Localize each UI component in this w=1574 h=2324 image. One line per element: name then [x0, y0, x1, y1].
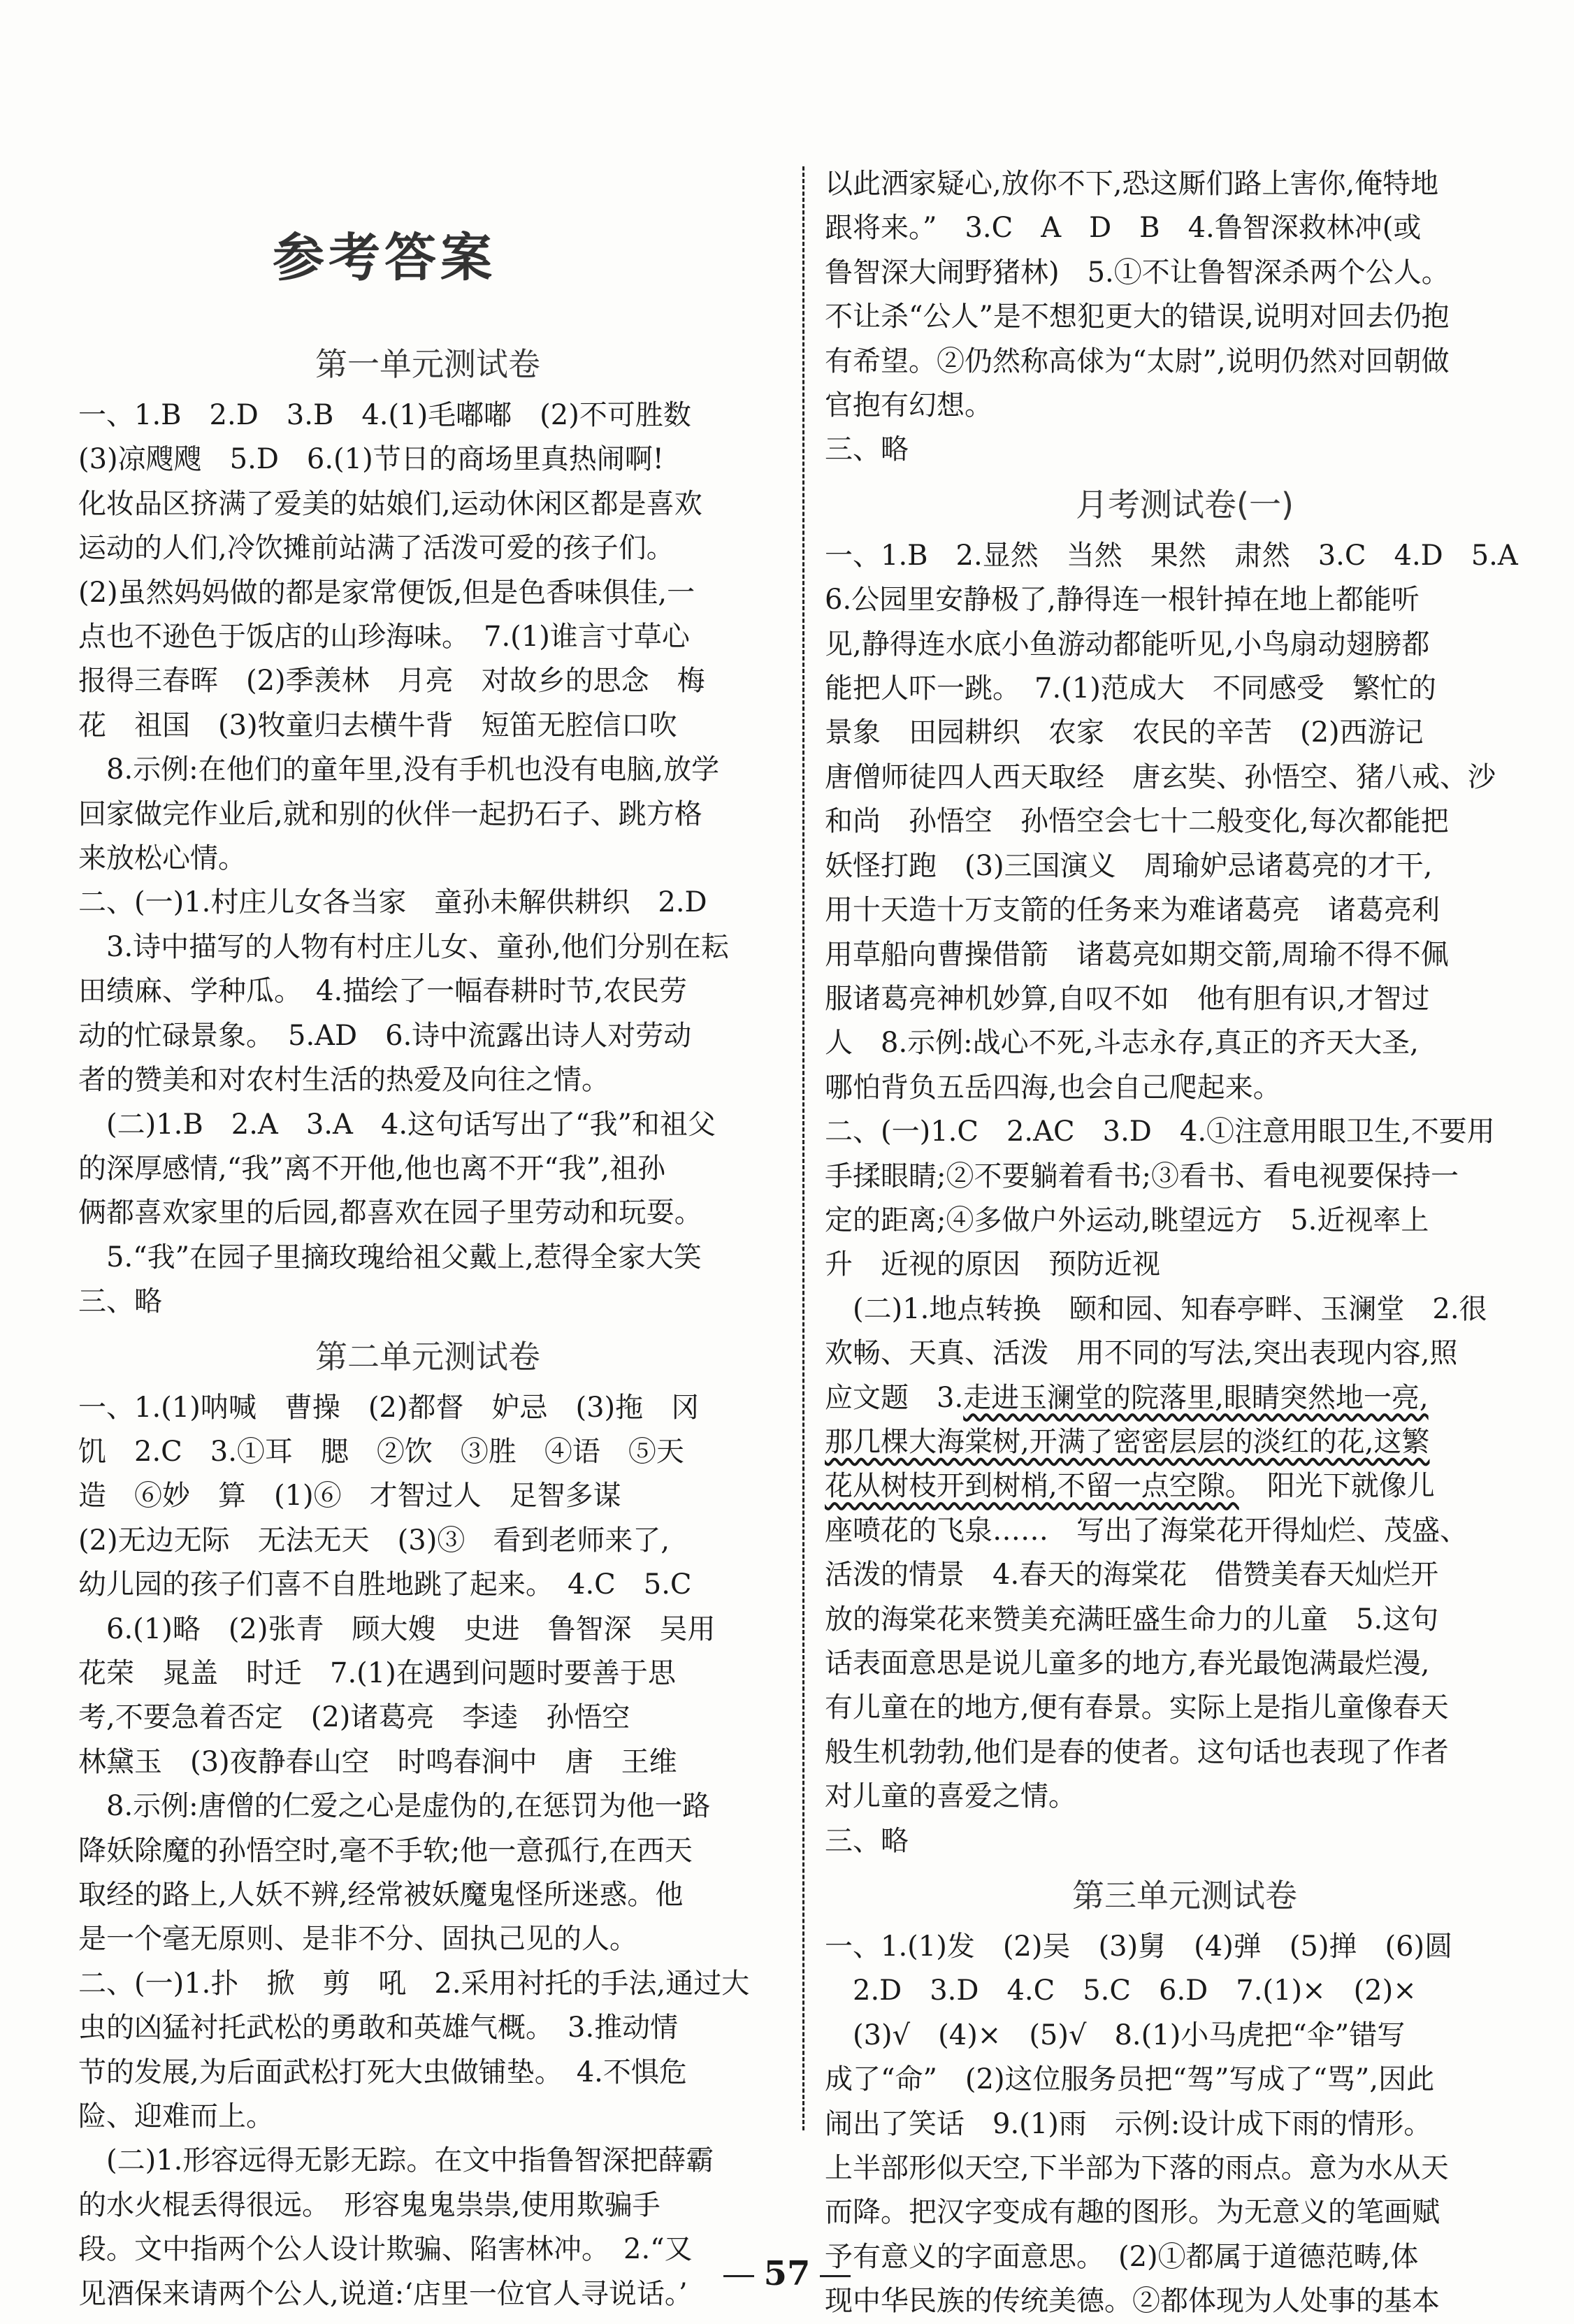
answer-line: 景象 田园耕织 农家 农民的辛苦 (2)西游记 — [825, 716, 1424, 749]
answer-line: (二)1.形容远得无影无踪。在文中指鲁智深把薛霸 — [106, 2144, 714, 2177]
continued-answers — [825, 162, 1545, 472]
answer-line: 的深厚感情,“我”离不开他,他也离不开“我”,祖孙 — [78, 1152, 665, 1185]
answer-line: 放的海棠花来赞美充满旺盛生命力的儿童 5.这句 — [825, 1603, 1439, 1636]
unit2-answers — [78, 1386, 777, 2317]
left-column — [78, 332, 777, 2316]
answer-line: 一、1.B 2.D 3.B 4.(1)毛嘟嘟 (2)不可胜数 — [78, 399, 691, 431]
answer-line: 考,不要急着否定 (2)诸葛亮 李逵 孙悟空 — [78, 1701, 630, 1734]
answer-line: 而降。把汉字变成有趣的图形。为无意义的笔画赋 — [825, 2196, 1440, 2229]
answer-line: 8.示例:唐僧的仁爱之心是虚伪的,在惩罚为他一路 — [106, 1790, 711, 1823]
answer-line: 运动的人们,冷饮摊前站满了活泼可爱的孩子们。 — [78, 532, 674, 565]
answer-line: 幼儿园的孩子们喜不自胜地跳了起来。 4.C 5.C — [78, 1568, 692, 1601]
answer-line: 林黛玉 (3)夜静春山空 时鸣春涧中 唐 王维 — [78, 1745, 677, 1778]
answer-line: 虫的凶猛衬托武松的勇敢和英雄气概。 3.推动情 — [78, 2012, 679, 2044]
answer-line: 般生机勃勃,他们是春的使者。这句话也表现了作者 — [825, 1735, 1449, 1768]
answer-line: (2)虽然妈妈做的都是家常便饭,但是色香味俱佳,一 — [78, 576, 695, 609]
answer-line: 活泼的情景 4.春天的海棠花 借赞美春天灿烂开 — [825, 1559, 1439, 1592]
answer-line: (二)1.B 2.A 3.A 4.这句话写出了“我”和祖父 — [106, 1108, 716, 1141]
answer-line: 取经的路上,人妖不辨,经常被妖魔鬼怪所迷惑。他 — [78, 1879, 684, 1911]
wavy-underlined-quote: 那几棵大海棠树,开满了密密层层的淡红的花,这繁 — [825, 1425, 1430, 1458]
page-number-dash — [723, 2275, 754, 2277]
answer-line: 6.公园里安静极了,静得连一根针掉在地上都能听 — [825, 584, 1420, 616]
answer-line: 花荣 晁盖 时迁 7.(1)在遇到问题时要善于思 — [78, 1657, 676, 1689]
answer-line: 话表面意思是说儿童多的地方,春光最饱满最烂漫, — [825, 1647, 1430, 1680]
answer-line: 造 ⑥妙 算 (1)⑥ 才智过人 足智多谋 — [78, 1480, 621, 1513]
answer-line: 用十天造十万支箭的任务来为难诸葛亮 诸葛亮利 — [825, 894, 1440, 927]
answer-line: 能把人吓一跳。 7.(1)范成大 不同感受 繁忙的 — [825, 672, 1436, 705]
column-divider — [802, 166, 804, 2130]
answer-line: 俩都喜欢家里的后园,都喜欢在园子里劳动和玩耍。 — [78, 1197, 702, 1229]
answer-line: 险、迎难而上。 — [78, 2100, 274, 2133]
answer-line-underlined — [825, 1420, 1545, 1464]
answer-line: 人 8.示例:战心不死,斗志永存,真正的齐天大圣, — [825, 1027, 1419, 1060]
answer-line: 唐僧师徒四人西天取经 唐玄奘、孙悟空、猪八戒、沙 — [825, 760, 1496, 793]
answer-line: (3)√ (4)× (5)√ 8.(1)小马虎把“伞”错写 — [853, 2019, 1406, 2051]
answer-line: 田绩麻、学种瓜。 4.描绘了一幅春耕时节,农民劳 — [78, 975, 687, 1008]
answer-line: 的水火棍丢得很远。 形容鬼鬼祟祟,使用欺骗手 — [78, 2188, 660, 2221]
answer-line: 和尚 孙悟空 孙悟空会七十二般变化,每次都能把 — [825, 805, 1449, 838]
answer-line: (2)无边无际 无法无天 (3)③ 看到老师来了, — [78, 1524, 670, 1557]
answer-line: 二、(一)1.扑 掀 剪 吼 2.采用衬托的手法,通过大 — [78, 1967, 750, 2000]
answer-line: 现中华民族的传统美德。②都体现为人处事的基本 — [825, 2285, 1440, 2318]
page-number-dash — [820, 2275, 851, 2277]
answer-line: 升 近视的原因 预防近视 — [825, 1248, 1160, 1281]
answer-line: 见酒保来请两个公人,说道:‘店里一位官人寻说话。’ — [78, 2277, 688, 2310]
answer-line: 三、略 — [78, 1285, 162, 1318]
answer-line: 是一个毫无原则、是非不分、固执己见的人。 — [78, 1923, 637, 1956]
page-number-value: 57 — [763, 2254, 811, 2293]
section-title-monthly: 月考测试卷(一) — [1076, 485, 1294, 524]
section-title-unit1: 第一单元测试卷 — [315, 345, 540, 383]
page-number — [0, 2254, 1574, 2293]
answer-line: 官抱有幻想。 — [825, 389, 992, 422]
answer-line: 6.(1)略 (2)张青 顾大嫂 史进 鲁智深 吴用 — [106, 1612, 716, 1645]
answer-line: 哪怕背负五岳四海,也会自己爬起来。 — [825, 1071, 1281, 1104]
answer-line: 三、略 — [825, 433, 909, 466]
monthly-answers — [825, 534, 1545, 1863]
wavy-underlined-quote: 走进玉澜堂的院落里,眼睛突然地一亮, — [963, 1381, 1429, 1414]
answer-line: 有儿童在的地方,便有春景。实际上是指儿童像春天 — [825, 1691, 1449, 1724]
answer-line: 二、(一)1.C 2.AC 3.D 4.①注意用眼卫生,不要用 — [825, 1116, 1495, 1148]
right-column — [825, 162, 1545, 2324]
answer-line: 3.诗中描写的人物有村庄儿女、童孙,他们分别在耘 — [106, 930, 729, 963]
answer-line: 鲁智深大闹野猪林) 5.①不让鲁智深杀两个公人。 — [825, 256, 1450, 289]
answer-line: 手揉眼睛;②不要躺着看书;③看书、看电视要保持一 — [825, 1160, 1459, 1192]
answer-line: 三、略 — [825, 1824, 909, 1857]
answer-line-underlined — [825, 1376, 1545, 1420]
answer-line: 用草船向曹操借箭 诸葛亮如期交箭,周瑜不得不佩 — [825, 938, 1449, 971]
answer-line: (二)1.地点转换 颐和园、知春亭畔、玉澜堂 2.很 — [853, 1292, 1487, 1325]
answer-line: 欢畅、天真、活泼 用不同的写法,突出表现内容,照 — [825, 1337, 1458, 1370]
answer-line: 8.示例:在他们的童年里,没有手机也没有电脑,放学 — [106, 753, 720, 786]
answer-line: 二、(一)1.村庄儿女各当家 童孙未解供耕织 2.D — [78, 886, 707, 919]
section-title-unit2: 第二单元测试卷 — [315, 1337, 540, 1376]
answer-line: 报得三春晖 (2)季羡林 月亮 对故乡的思念 梅 — [78, 665, 705, 698]
answer-fragment: 应文题 3. — [825, 1381, 964, 1414]
answer-line: 2.D 3.D 4.C 5.C 6.D 7.(1)× (2)× — [853, 1975, 1417, 2007]
answer-line: 跟将来。” 3.C A D B 4.鲁智深救林冲(或 — [825, 212, 1422, 245]
answer-line: 点也不逊色于饭店的山珍海味。 7.(1)谁言寸草心 — [78, 621, 690, 654]
answer-line: 予有意义的字面意思。 (2)①都属于道德范畴,体 — [825, 2240, 1419, 2273]
answer-line: 饥 2.C 3.①耳 腮 ②饮 ③胜 ④语 ⑤天 — [78, 1435, 684, 1468]
answer-fragment: 阳光下就像儿 — [1239, 1470, 1435, 1503]
answer-line: 座喷花的飞泉…… 写出了海棠花开得灿烂、茂盛、 — [825, 1514, 1468, 1547]
answer-line: 成了“命” (2)这位服务员把“驾”写成了“骂”,因此 — [825, 2063, 1435, 2096]
answer-line: 回家做完作业后,就和别的伙伴一起扔石子、跳方格 — [78, 797, 702, 830]
answer-line: 定的距离;④多做户外运动,眺望远方 5.近视率上 — [825, 1204, 1429, 1236]
answer-line: 见,静得连水底小鱼游动都能听见,小鸟扇动翅膀都 — [825, 628, 1430, 661]
answer-line: 服诸葛亮神机妙算,自叹不如 他有胆有识,才智过 — [825, 982, 1430, 1015]
answer-line: (3)凉飕飕 5.D 6.(1)节日的商场里真热闹啊! — [78, 443, 664, 476]
answer-line: 动的忙碌景象。 5.AD 6.诗中流露出诗人对劳动 — [78, 1019, 692, 1052]
answer-line: 化妆品区挤满了爱美的姑娘们,运动休闲区都是喜欢 — [78, 487, 702, 520]
answer-line: 花 祖国 (3)牧童归去横牛背 短笛无腔信口吹 — [78, 709, 677, 742]
answer-line: 节的发展,为后面武松打死大虫做铺垫。 4.不惧危 — [78, 2056, 687, 2088]
answer-line: 上半部形似天空,下半部为下落的雨点。意为水从天 — [825, 2152, 1449, 2185]
answer-line: 不让杀“公人”是不想犯更大的错误,说明对回去仍抱 — [825, 301, 1450, 333]
answer-line: 以此洒家疑心,放你不下,恐这厮们路上害你,俺特地 — [825, 168, 1439, 200]
answer-line: 段。文中指两个公人设计欺骗、陷害林冲。 2.“又 — [78, 2233, 693, 2266]
answer-line-underlined — [825, 1464, 1545, 1508]
section-title-unit3: 第三单元测试卷 — [1072, 1877, 1297, 1915]
page-title: 参考答案 — [273, 228, 496, 288]
answer-line: 5.“我”在园子里摘玫瑰给祖父戴上,惹得全家大笑 — [106, 1241, 702, 1273]
wavy-underlined-quote: 花从树枝开到树梢,不留一点空隙。 — [825, 1470, 1239, 1503]
answer-line: 降妖除魔的孙悟空时,毫不手软;他一意孤行,在西天 — [78, 1834, 693, 1867]
answer-line: 对儿童的喜爱之情。 — [825, 1780, 1076, 1813]
answer-line: 一、1.(1)发 (2)吴 (3)舅 (4)弹 (5)掸 (6)圆 — [825, 1930, 1453, 1963]
unit1-answers — [78, 394, 777, 1325]
answer-line: 者的赞美和对农村生活的热爱及向往之情。 — [78, 1064, 609, 1097]
answer-line: 来放松心情。 — [78, 842, 246, 875]
answer-line: 一、1.B 2.显然 当然 果然 肃然 3.C 4.D 5.A — [825, 539, 1518, 572]
answer-line: 妖怪打跑 (3)三国演义 周瑜妒忌诸葛亮的才干, — [825, 849, 1433, 882]
answer-line: 一、1.(1)呐喊 曹操 (2)都督 妒忌 (3)拖 冈 — [78, 1391, 700, 1424]
answer-line: 闹出了笑话 9.(1)雨 示例:设计成下雨的情形。 — [825, 2107, 1432, 2140]
answer-line: 有希望。②仍然称高俅为“太尉”,说明仍然对回朝做 — [825, 345, 1450, 377]
